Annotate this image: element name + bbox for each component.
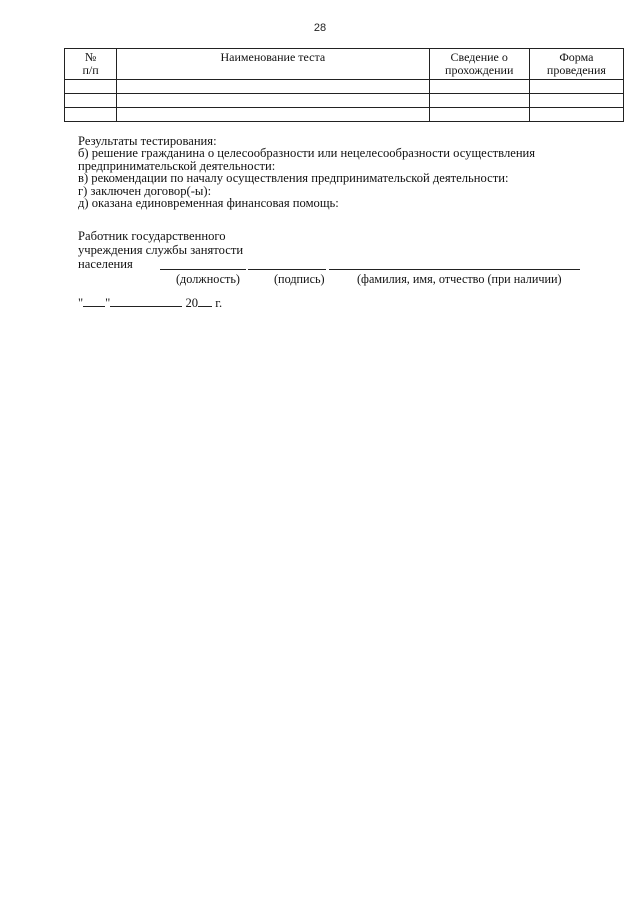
table-cell	[529, 80, 623, 94]
table-row	[65, 80, 624, 94]
signature-caption: (подпись)	[274, 272, 325, 286]
date-line	[78, 296, 222, 311]
header-completion-info	[429, 49, 529, 80]
year-field[interactable]	[198, 296, 212, 307]
table-row	[65, 94, 624, 108]
header-completion-info-line-1: Сведение о	[450, 50, 508, 64]
results-heading: Результаты тестирования:	[78, 134, 217, 148]
table-cell	[429, 94, 529, 108]
header-format-line-2: проведения	[546, 63, 606, 77]
year-prefix: 20	[185, 296, 199, 310]
table-cell	[65, 80, 117, 94]
year-suffix: г.	[215, 296, 223, 310]
table-cell	[117, 80, 430, 94]
table-header-row	[65, 49, 624, 80]
header-number	[65, 49, 117, 80]
tests-table	[64, 48, 624, 122]
table-cell	[117, 94, 430, 108]
day-field[interactable]	[83, 296, 105, 307]
signature-block	[78, 257, 598, 287]
full-name-caption: (фамилия, имя, отчество (при наличии)	[357, 272, 562, 286]
table-cell	[65, 94, 117, 108]
table-cell	[429, 108, 529, 122]
header-test-name	[117, 49, 430, 80]
testing-results	[78, 135, 598, 209]
results-item-contract: г) заключен договор(-ы):	[78, 183, 212, 198]
worker-label-line-1: Работник государственного	[78, 229, 226, 243]
page-number: 28	[313, 22, 327, 34]
table-cell	[65, 108, 117, 122]
table-cell	[529, 94, 623, 108]
position-caption: (должность)	[176, 272, 240, 286]
position-field[interactable]	[160, 269, 246, 270]
results-item-financial-aid: д) оказана единовременная финансовая помощь:	[78, 196, 339, 211]
header-format-line-1: Форма	[559, 50, 594, 64]
header-number-line-2: п/п	[82, 63, 99, 77]
results-item-recommendations: в) рекомендации по началу осуществления предпринимательской деятельности:	[78, 171, 509, 186]
header-completion-info-line-2: прохождении	[445, 63, 514, 77]
worker-label	[78, 230, 243, 257]
results-item-decision-cont: предпринимательской деятельности:	[78, 158, 276, 173]
header-test-name-line-1: Наименование теста	[220, 50, 326, 64]
date-close-quote: "	[105, 296, 111, 310]
header-format	[529, 49, 623, 80]
table-cell	[117, 108, 430, 122]
date-open-quote: "	[78, 296, 84, 310]
table-cell	[429, 80, 529, 94]
results-item-decision: б) решение гражданина о целесообразности или нецелесообразности осуществления	[78, 146, 536, 161]
worker-label-line-3: населения	[78, 257, 133, 271]
month-field[interactable]	[110, 296, 182, 307]
table-row	[65, 108, 624, 122]
worker-label-line-2: учреждения службы занятости	[78, 242, 244, 257]
table-cell	[529, 108, 623, 122]
signature-field[interactable]	[248, 269, 326, 270]
full-name-field[interactable]	[329, 269, 580, 270]
header-number-line-1: №	[84, 50, 97, 64]
